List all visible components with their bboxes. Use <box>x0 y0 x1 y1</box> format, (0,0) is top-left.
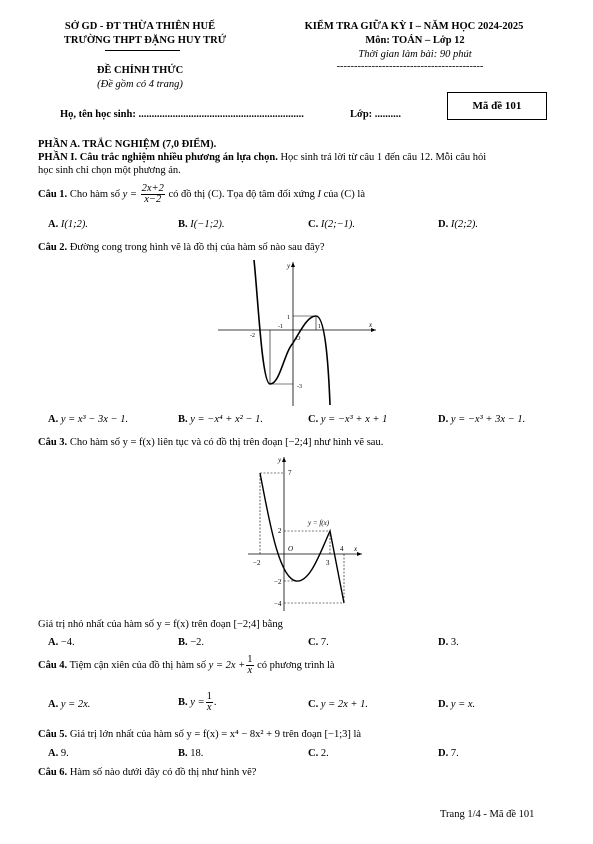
q4-b-fraction <box>206 692 213 713</box>
q5-d-letter: D. <box>438 748 449 759</box>
q1-text-c: của (C) là <box>323 189 365 200</box>
class-field: Lớp: .......... <box>350 109 402 120</box>
q1-a-letter: A. <box>48 219 59 230</box>
q1-option-a[interactable] <box>48 219 88 230</box>
subject: Môn: TOÁN – Lớp 12 <box>365 35 465 46</box>
school-name: TRƯỜNG THPT ĐẶNG HUY TRỨ <box>63 35 227 46</box>
q4-d-value: y = x. <box>450 699 476 710</box>
q1-c-letter: C. <box>308 219 319 230</box>
q5-c-value: 2. <box>320 748 329 759</box>
q3-tick-4: 4 <box>340 545 344 553</box>
q1-I: I <box>317 189 321 200</box>
q4-option-d[interactable] <box>438 699 475 710</box>
q4-c-letter: C. <box>308 699 319 710</box>
pages-note: (Đề gồm có 4 trang) <box>97 79 183 90</box>
q2-tick-1: 1 <box>318 324 321 330</box>
q3-text: Cho hàm số y = f(x) liên tục và có đồ thị trên đoạn [−2;4] như hình vẽ sau. <box>69 437 384 448</box>
dept-name: SỞ GD - ĐT THỪA THIÊN HUẾ <box>64 21 216 32</box>
q5-option-a[interactable] <box>48 748 69 759</box>
q5-text: Giá trị lớn nhất của hàm số y = f(x) = x⁴ − 8x² + 9 trên đoạn [−1;3] là <box>69 729 362 740</box>
q2-tick-neg2: -2 <box>250 333 255 339</box>
q4-text-b: có phương trình là <box>257 660 335 671</box>
q4-option-c[interactable] <box>308 699 368 710</box>
q3-a-letter: A. <box>48 637 59 648</box>
part-1-intro <box>38 151 486 164</box>
q4-text-a: Tiệm cận xiên của đồ thị hàm số <box>69 660 207 671</box>
q3-option-c[interactable] <box>308 637 329 648</box>
q2-a-letter: A. <box>48 414 59 425</box>
q5-a-value: 9. <box>60 748 69 759</box>
question-6 <box>38 766 256 779</box>
q3-y-arrow <box>282 457 286 462</box>
q3-a-value: −4. <box>60 637 75 648</box>
q5-d-value: 7. <box>450 748 459 759</box>
q5-option-d[interactable] <box>438 748 459 759</box>
q4-label: Câu 4. <box>38 660 68 671</box>
school-underline <box>105 50 180 51</box>
q3-y-label: y <box>278 456 282 464</box>
question-4 <box>38 653 335 679</box>
part-a-title: PHẦN A. TRẮC NGHIỆM (7,0 ĐIỂM). <box>38 139 217 150</box>
q4-b-numerator: 1 <box>206 691 212 703</box>
duration: Thời gian làm bài: 90 phút <box>358 49 472 60</box>
q3-tick-ym2: −2 <box>274 578 282 586</box>
q3-c-value: 7. <box>320 637 329 648</box>
q4-a-letter: A. <box>48 699 59 710</box>
q2-tick-y1: 1 <box>287 315 290 321</box>
q1-d-letter: D. <box>438 219 449 230</box>
q4-d-letter: D. <box>438 699 449 710</box>
q1-c-value: I(2;−1). <box>320 219 356 230</box>
q3-b-value: −2. <box>190 637 205 648</box>
q5-b-value: 18. <box>190 748 204 759</box>
q4-b-post: . <box>213 697 217 708</box>
q2-b-letter: B. <box>178 414 188 425</box>
q3-b-letter: B. <box>178 637 188 648</box>
q2-tick-neg1: -1 <box>278 324 283 330</box>
q5-option-b[interactable] <box>178 748 203 759</box>
q5-b-letter: B. <box>178 748 188 759</box>
q4-option-b[interactable] <box>178 690 217 716</box>
q2-graph <box>218 258 380 408</box>
q3-option-b[interactable] <box>178 637 204 648</box>
q4-fraction <box>246 655 253 676</box>
q4-a-value: y = 2x. <box>60 699 91 710</box>
q2-c-letter: C. <box>308 414 319 425</box>
q3-graph <box>248 453 368 613</box>
q4-c-value: y = 2x + 1. <box>320 699 368 710</box>
q2-x-label: x <box>369 321 373 329</box>
q3-option-d[interactable] <box>438 637 459 648</box>
q1-denominator: x−2 <box>144 194 162 206</box>
q3-option-a[interactable] <box>48 637 75 648</box>
q3-x-label: x <box>354 545 358 553</box>
q5-option-c[interactable] <box>308 748 329 759</box>
q3-c-letter: C. <box>308 637 319 648</box>
q2-curve <box>254 260 330 405</box>
q1-text-a: Cho hàm số <box>69 189 120 200</box>
q1-option-d[interactable] <box>438 219 478 230</box>
q3-fn-label: y = f(x) <box>308 519 330 527</box>
q1-d-value: I(2;2). <box>450 219 478 230</box>
q2-option-c[interactable] <box>308 414 387 425</box>
q3-tick-3: 3 <box>326 559 330 567</box>
official-label: ĐỀ CHÍNH THỨC <box>96 65 184 76</box>
q4-y-eq: y = 2x + <box>208 660 246 671</box>
part-1-instruction: Học sinh trả lời từ câu 1 đến câu 12. Mỗi câu hỏi <box>277 152 487 163</box>
q4-denominator: x <box>247 665 253 677</box>
q2-option-d[interactable] <box>438 414 525 425</box>
q1-option-b[interactable] <box>178 219 224 230</box>
q2-y-arrow <box>291 262 295 267</box>
q4-b-pre: y = <box>190 697 205 708</box>
q1-option-c[interactable] <box>308 219 355 230</box>
q1-y-eq: y = <box>122 189 137 200</box>
q1-numerator: 2x+2 <box>141 183 164 195</box>
exam-title: KIỂM TRA GIỮA KỲ I – NĂM HỌC 2024-2025 <box>304 21 524 32</box>
q5-label: Câu 5. <box>38 729 68 740</box>
q2-c-value: y = −x³ + x + 1 <box>320 414 388 425</box>
q3-tick-ym4: −4 <box>274 600 282 608</box>
q6-label: Câu 6. <box>38 767 68 778</box>
q1-label: Câu 1. <box>38 189 68 200</box>
q2-text: Đường cong trong hình vẽ là đồ thị của hàm số nào sau đây? <box>69 242 325 253</box>
q1-a-value: I(1;2). <box>60 219 88 230</box>
q3-d-letter: D. <box>438 637 449 648</box>
header-dashes: ------------------------------------------ <box>336 61 484 72</box>
q3-tick-2: 2 <box>278 527 282 535</box>
q3-question: Giá trị nhỏ nhất của hàm số y = f(x) trên đoạn [−2;4] bằng <box>38 619 283 630</box>
q6-text: Hàm số nào dưới đây có đồ thị như hình vẽ? <box>69 767 257 778</box>
q3-x-arrow <box>357 552 362 556</box>
q5-c-letter: C. <box>308 748 319 759</box>
q3-d-value: 3. <box>450 637 459 648</box>
question-5 <box>38 728 361 741</box>
part-1-instruction-line2: học sinh chỉ chọn một phương án. <box>38 165 181 176</box>
question-1 <box>38 182 365 208</box>
q1-text-b: có đồ thị (C). Tọa độ tâm đối xứng <box>168 189 315 200</box>
q3-origin: O <box>288 545 294 553</box>
q2-tick-y-3: -3 <box>297 384 302 390</box>
q3-tick-7: 7 <box>288 469 292 477</box>
q2-a-value: y = x³ − 3x − 1. <box>60 414 129 425</box>
exam-code-box: Mã đề 101 <box>447 92 547 120</box>
page-footer: Trang 1/4 - Mã đề 101 <box>440 809 535 820</box>
q2-label: Câu 2. <box>38 242 68 253</box>
q1-fraction <box>141 184 165 205</box>
q4-b-letter: B. <box>178 697 188 708</box>
student-name-field: Họ, tên học sinh: ............................................................... <box>60 109 304 120</box>
q2-d-value: y = −x³ + 3x − 1. <box>450 414 526 425</box>
q2-origin: O <box>296 336 301 342</box>
q3-label: Câu 3. <box>38 437 68 448</box>
question-3 <box>38 436 383 449</box>
q2-option-b[interactable] <box>178 414 263 425</box>
q3-curve <box>260 473 344 603</box>
q2-b-value: y = −x⁴ + x² − 1. <box>190 414 264 425</box>
q1-b-value: I(−1;2). <box>190 219 225 230</box>
q4-numerator: 1 <box>247 654 253 666</box>
part-1-title: PHẦN I. Câu trắc nghiệm nhiều phương án lựa chọn. <box>38 152 278 163</box>
q4-b-denominator: x <box>206 702 212 714</box>
q2-d-letter: D. <box>438 414 449 425</box>
q1-b-letter: B. <box>178 219 188 230</box>
q3-tick-xm2: −2 <box>253 559 261 567</box>
question-2 <box>38 241 325 254</box>
q2-option-a[interactable] <box>48 414 128 425</box>
q5-a-letter: A. <box>48 748 59 759</box>
q2-y-label: y <box>287 262 291 270</box>
q4-option-a[interactable] <box>48 699 90 710</box>
